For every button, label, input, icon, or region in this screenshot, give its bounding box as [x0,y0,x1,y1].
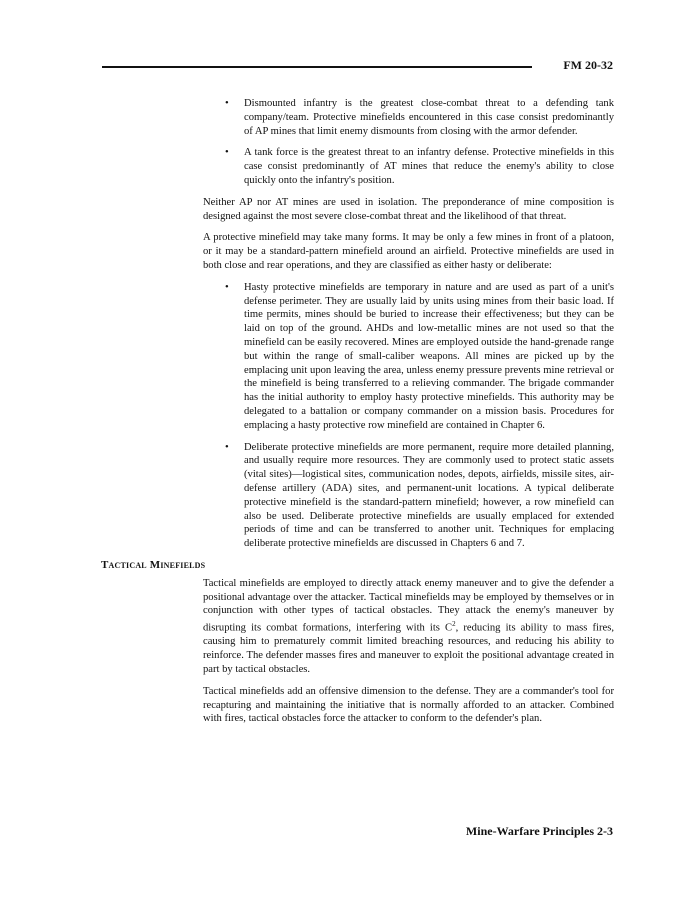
paragraph [203,577,614,677]
list-item-text: Hasty protective minefields are temporary in nature and are used as part of a unit's defense perimeter. They are usually laid by units using mines from their basic load. If time permits, mines should be buried to increase their effectiveness; but they can be laid on top of the ground. AHDs and low-metallic mines are not used so that the minefield can be easily recovered. Mines are employed outside the hand-grenade range but within the range of small-caliber weapons. All mines are picked up by the emplacing unit upon leaving the area, unless enemy pressure prevents mine retrieval or the minefield is being transferred to a relieving commander. The brigade commander has the initial authority to employ hasty protective minefields. This authority may be delegated to a battalion or company commander on a mission basis. Procedures for emplacing a hasty protective row minefield are contained in Chapter 6. [244,281,614,431]
paragraph: Neither AP nor AT mines are used in isolation. The preponderance of mine composition is designed against the most severe close-combat threat and the likelihood of that threat. [203,196,614,222]
paragraph: A protective minefield may take many forms. It may be only a few mines in front of a platoon, or it may be a standard-pattern minefield around an airfield. Protective minefields are used in both close and rear operations, and they are classified as either hasty or deliberate: [203,232,614,271]
document-id: FM 20-32 [563,58,613,72]
list-item-text: A tank force is the greatest threat to an infantry defense. Protective minefields in this case consist predominantly of AT mines that reduce the enemy's ability to close quickly onto the infantry's position. [244,147,614,186]
bullet-icon: • [225,441,229,453]
bullet-icon: • [225,281,229,293]
list-item [203,146,614,187]
list-item-text: Deliberate protective minefields are more permanent, require more detailed planning, and usually require more resources. They are commonly used to protect static assets (vital sites)—logistical sites, communication nodes, depots, airfields, missile sites, air-defense artillery (ADA) sites, and permanent-unit locations. A typical deliberate protective minefield is the standard-pattern minefield; however, a row minefield can also be used. Deliberate protective minefields are usually emplaced for extended periods of time and can be transferred to another unit. Techniques for emplacing deliberate protective minefields are discussed in Chapters 6 and 7. [244,441,614,550]
bullet-icon: • [225,147,229,159]
paragraph-text: , reducing its ability to mass fires, causing him to prematurely commit limited breaching resources, and reducing his ability to reinforce. The defender masses fires and maneuver to exploit the positional advantage created in part by tactical obstacles. [203,622,614,676]
list-item [203,97,614,138]
paragraph-text: Tactical minefields are employed to directly attack enemy maneuver and to give the defender a positional advantage over the attacker. Tactical minefields may be employed by themselves or in conjunction with other types of tactical obstacles. They attack the enemy's maneuver by disrupting its combat formations, interfering with its C [203,577,614,634]
superscript: 2 [452,620,456,629]
bullet-icon: • [225,98,229,109]
paragraph: Tactical minefields add an offensive dimension to the defense. They are a commander's tool for recapturing and maintaining the initiative that is normally afforded to an attacker. Combined with fires, tactical obstacles force the attacker to conform to the defender's plan. [203,685,614,725]
list-item-text: Dismounted infantry is the greatest close-combat threat to a defending tank company/team. Protective minefields encountered in this case consist predominantly of AP mines that limit enemy dismounts from closing with the armor defender. [244,98,614,137]
page-footer: Mine-Warfare Principles 2-3 [465,824,613,838]
section-heading: Tactical Minefields [101,558,206,571]
list-item [203,441,614,551]
header-rule [102,66,532,68]
bullet-list-threats [203,97,614,188]
list-item [203,281,614,433]
page-content [101,97,614,734]
bullet-list-minefield-types [203,281,614,551]
